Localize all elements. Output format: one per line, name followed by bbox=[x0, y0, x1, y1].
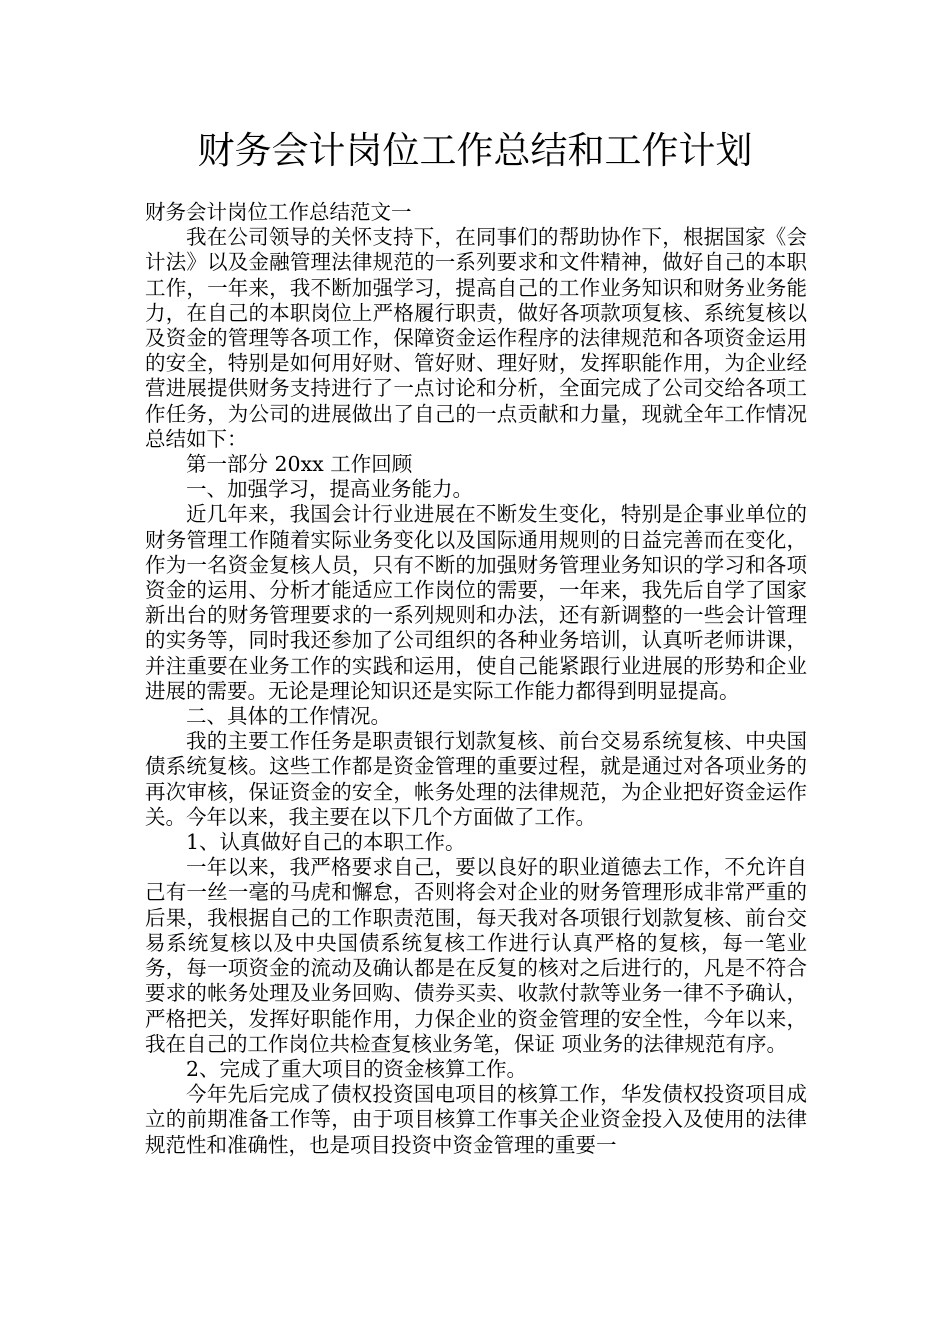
section-heading: 财务会计岗位工作总结范文一 bbox=[145, 200, 412, 224]
document-body bbox=[145, 200, 807, 1158]
paragraph-duty: 一年以来，我严格要求自己，要以良好的职业道德去工作，不允许自己有一丝一毫的马虎和懈怠，否则将会对企业的财务管理形成非常严重的后果，我根据自己的工作职责范围，每天我对各项银行划款复核、前台交易系统复核以及中央国债系统复核工作进行认真严格的复核，每一笔业务，每一项资金的流动及确认都是在反复的核对之后进行的，凡是不符合要求的帐务处理及业务回购、债券买卖、收款付款等业务一律不予确认，严格把关，发挥好职能作用，力保企业的资金管理的安全性，今年以来，我在自己的工作岗位共检查复核业务笔，保证 项业务的法律规范有序。 bbox=[145, 855, 807, 1056]
part-heading: 第一部分 20xx 工作回顾 bbox=[186, 452, 413, 477]
subheading-duty: 1、认真做好自己的本职工作。 bbox=[186, 830, 466, 855]
paragraph-work: 我的主要工作任务是职责银行划款复核、前台交易系统复核、中央国债系统复核。这些工作都是资金管理的重要过程，就是通过对各项业务的再次审核，保证资金的安全，帐务处理的法律规范，为企业把好资金运作关。今年以来，我主要在以下几个方面做了工作。 bbox=[145, 729, 807, 829]
subheading-work: 二、具体的工作情况。 bbox=[186, 704, 391, 729]
paragraph-intro: 我在公司领导的关怀支持下，在同事们的帮助协作下，根据国家《会计法》以及金融管理法律规范的一系列要求和文件精神，做好自己的本职工作，一年来，我不断加强学习，提高自己的工作业务知识和财务业务能力，在自己的本职岗位上严格履行职责，做好各项款项复核、系统复核以及资金的管理等各项工作，保障资金运作程序的法律规范和各项资金运用的安全，特别是如何用好财、管好财、理好财，发挥职能作用，为企业经营进展提供财务支持进行了一点讨论和分析，全面完成了公司交给各项工作任务，为公司的进展做出了自己的一点贡献和力量，现就全年工作情况总结如下： bbox=[145, 225, 807, 451]
subheading-learning: 一、加强学习，提高业务能力。 bbox=[186, 477, 473, 502]
paragraph-project: 今年先后完成了债权投资国电项目的核算工作，华发债权投资项目成立的前期准备工作等，由于项目核算工作事关企业资金投入及使用的法律规范性和准确性，也是项目投资中资金管理的重要一 bbox=[145, 1082, 807, 1157]
subheading-project: 2、完成了重大项目的资金核算工作。 bbox=[186, 1056, 528, 1081]
paragraph-learning: 近几年来，我国会计行业进展在不断发生变化，特别是企事业单位的财务管理工作随着实际业务变化以及国际通用规则的日益完善而在变化，作为一名资金复核人员，只有不断的加强财务管理业务知识的学习和各项资金的运用、分析才能适应工作岗位的需要，一年来，我先后自学了国家新出台的财务管理要求的一系列规则和办法，还有新调整的一些会计管理的实务等，同时我还参加了公司组织的各种业务培训，认真听老师讲课，并注重要在业务工作的实践和运用，使自己能紧跟行业进展的形势和企业进展的需要。无论是理论知识还是实际工作能力都得到明显提高。 bbox=[145, 502, 807, 703]
document-title: 财务会计岗位工作总结和工作计划 bbox=[197, 129, 753, 172]
